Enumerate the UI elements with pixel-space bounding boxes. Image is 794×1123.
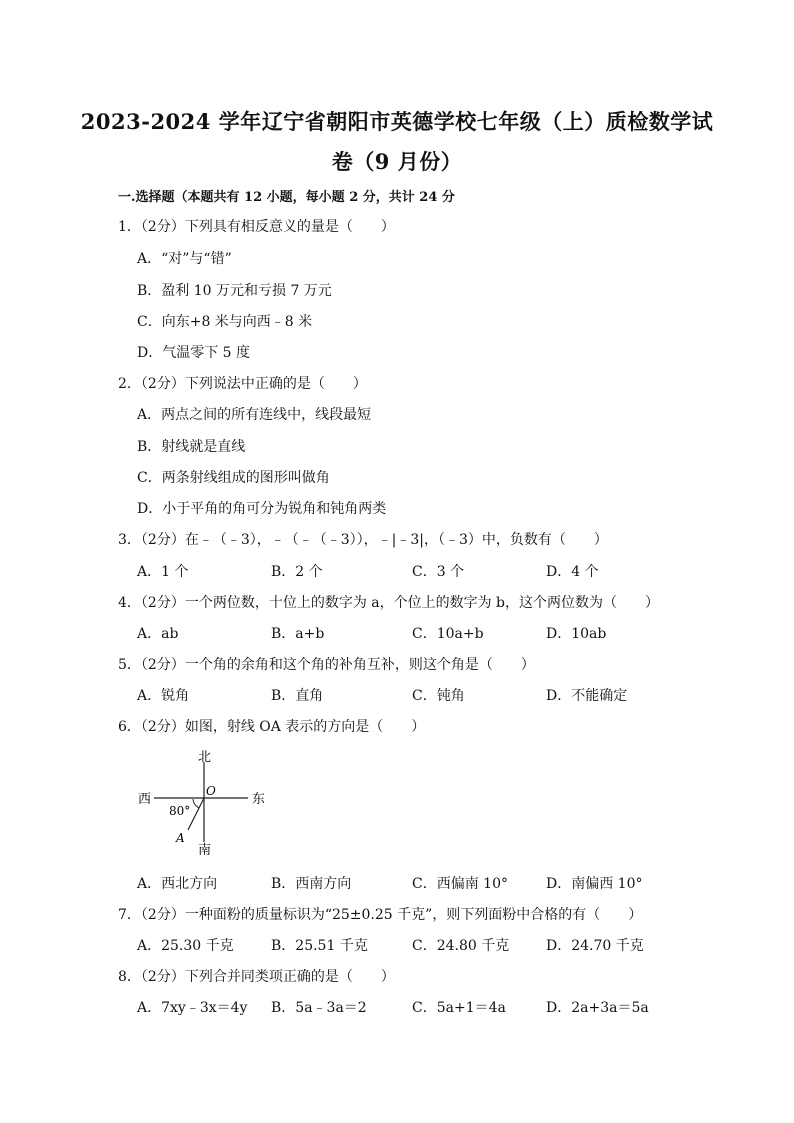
label-point-a: A (176, 831, 185, 845)
question-5-option-b: B．直角 (271, 688, 324, 704)
question-5-option-c: C．钝角 (412, 688, 465, 704)
question-6-option-a: A．西北方向 (137, 876, 218, 892)
question-4-stem: 4．（2分）一个两位数，十位上的数字为 a，个位上的数字为 b，这个两位数为（ ） (118, 595, 660, 611)
question-6-option-d: D．南偏西 10° (546, 876, 643, 892)
question-2-stem: 2．（2分）下列说法中正确的是（ ） (118, 376, 367, 392)
question-2-option-b: B．射线就是直线 (137, 439, 246, 455)
question-6-option-b: B．西南方向 (271, 876, 352, 892)
question-7-option-c: C．24.80 千克 (412, 938, 510, 954)
question-7-option-b: B．25.51 千克 (271, 938, 368, 954)
question-3-option-b: B．2 个 (271, 564, 323, 580)
question-7-option-a: A．25.30 千克 (137, 938, 234, 954)
question-8-option-c: C．5a+1＝4a (412, 1000, 506, 1016)
question-5-stem: 5．（2分）一个角的余角和这个角的补角互补，则这个角是（ ） (118, 657, 535, 673)
question-5-option-d: D．不能确定 (546, 688, 628, 704)
title-line-1: 2023-2024 学年辽宁省朝阳市英德学校七年级（上）质检数学试 (80, 109, 714, 134)
label-angle: 80° (169, 804, 191, 818)
section-heading: 一.选择题（本题共有 12 小题，每小题 2 分，共计 24 分 (118, 190, 455, 205)
question-5-option-a: A．锐角 (137, 688, 190, 704)
label-east: 东 (252, 792, 266, 807)
question-8-option-a: A．7xy﹣3x＝4y (137, 1000, 248, 1016)
direction-diagram (136, 748, 276, 860)
question-1-option-d: D．气温零下 5 度 (137, 345, 251, 361)
label-north: 北 (198, 750, 212, 765)
angle-arc (193, 799, 199, 808)
question-8-option-d: D．2a+3a＝5a (546, 1000, 649, 1016)
question-8-stem: 8．（2分）下列合并同类项正确的是（ ） (118, 969, 395, 985)
question-3-option-c: C．3 个 (412, 564, 465, 580)
ray-oa (188, 798, 204, 830)
question-6-option-c: C．西偏南 10° (412, 876, 508, 892)
question-8-option-b: B．5a﹣3a＝2 (271, 1000, 367, 1016)
question-4-option-d: D．10ab (546, 626, 607, 642)
question-3-option-a: A．1 个 (137, 564, 189, 580)
label-origin: O (206, 784, 216, 798)
question-4-option-b: B．a+b (271, 626, 325, 642)
question-4-option-c: C．10a+b (412, 626, 484, 642)
question-1-option-b: B．盈利 10 万元和亏损 7 万元 (137, 283, 332, 299)
question-1-option-c: C．向东+8 米与向西﹣8 米 (137, 314, 313, 330)
question-4-option-a: A．ab (137, 626, 179, 642)
question-1-option-a: A．“对”与“错” (137, 251, 232, 267)
question-1-stem: 1．（2分）下列具有相反意义的量是（ ） (118, 219, 395, 235)
label-south: 南 (198, 843, 212, 858)
label-west: 西 (138, 792, 152, 807)
question-6-stem: 6．（2分）如图，射线 OA 表示的方向是（ ） (118, 719, 426, 735)
question-7-stem: 7．（2分）一种面粉的质量标识为“25±0.25 千克”，则下列面粉中合格的有（ ） (118, 907, 643, 923)
title-line-2: 卷（9 月份） (331, 149, 463, 174)
question-2-option-a: A．两点之间的所有连线中，线段最短 (137, 407, 372, 423)
question-2-option-c: C．两条射线组成的图形叫做角 (137, 470, 330, 486)
question-3-stem: 3．（2分）在﹣（﹣3），﹣（﹣（﹣3）），﹣|﹣3|，（﹣3）中，负数有（ ） (118, 532, 608, 548)
question-3-option-d: D．4 个 (546, 564, 599, 580)
question-2-option-d: D．小于平角的角可分为锐角和钝角两类 (137, 501, 387, 517)
question-7-option-d: D．24.70 千克 (546, 938, 644, 954)
